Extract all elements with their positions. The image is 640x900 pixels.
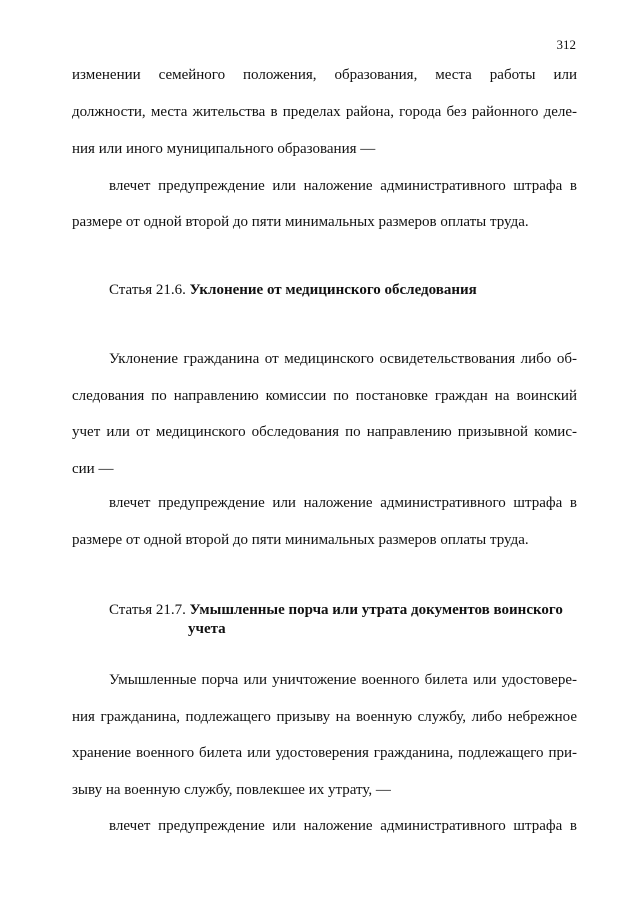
paragraph-line: изменении семейного положения, образования, места работы или xyxy=(72,67,577,83)
article-title: Уклонение от медицинского обследования xyxy=(189,282,477,298)
paragraph-line: ния или иного муниципального образования — xyxy=(72,141,376,157)
paragraph-line: учет или от медицинского обследования по направлению призывной комис- xyxy=(72,424,577,440)
paragraph-line: Умышленные порча или уничтожение военного билета или удостовере- xyxy=(109,672,577,688)
article-heading xyxy=(109,601,563,619)
article-title: Умышленные порча или утрата документов воинского xyxy=(189,602,563,618)
paragraph-line: зыву на военную службу, повлекшее их утрату, — xyxy=(72,782,391,798)
page-number: 312 xyxy=(556,37,576,52)
sanction-line: размере от одной второй до пяти минимальных размеров оплаты труда. xyxy=(72,532,529,548)
paragraph-line: должности, места жительства в пределах района, города без районного деле- xyxy=(72,104,577,120)
paragraph-line: Уклонение гражданина от медицинского освидетельствования либо об- xyxy=(109,351,577,367)
paragraph-line: сии — xyxy=(72,461,114,477)
article-label: Статья 21.6. xyxy=(109,282,186,298)
sanction-line: размере от одной второй до пяти минимальных размеров оплаты труда. xyxy=(72,214,529,230)
paragraph-line: следования по направлению комиссии по постановке граждан на воинский xyxy=(72,388,577,404)
paragraph-line: хранение военного билета или удостоверения гражданина, подлежащего при- xyxy=(72,745,577,761)
sanction-line: влечет предупреждение или наложение административного штрафа в xyxy=(109,178,577,194)
article-title-continuation: учета xyxy=(188,621,226,637)
article-heading xyxy=(109,281,477,299)
sanction-line: влечет предупреждение или наложение административного штрафа в xyxy=(109,495,577,511)
article-label: Статья 21.7. xyxy=(109,602,186,618)
paragraph-line: ния гражданина, подлежащего призыву на военную службу, либо небрежное xyxy=(72,709,577,725)
sanction-line: влечет предупреждение или наложение административного штрафа в xyxy=(109,818,577,834)
